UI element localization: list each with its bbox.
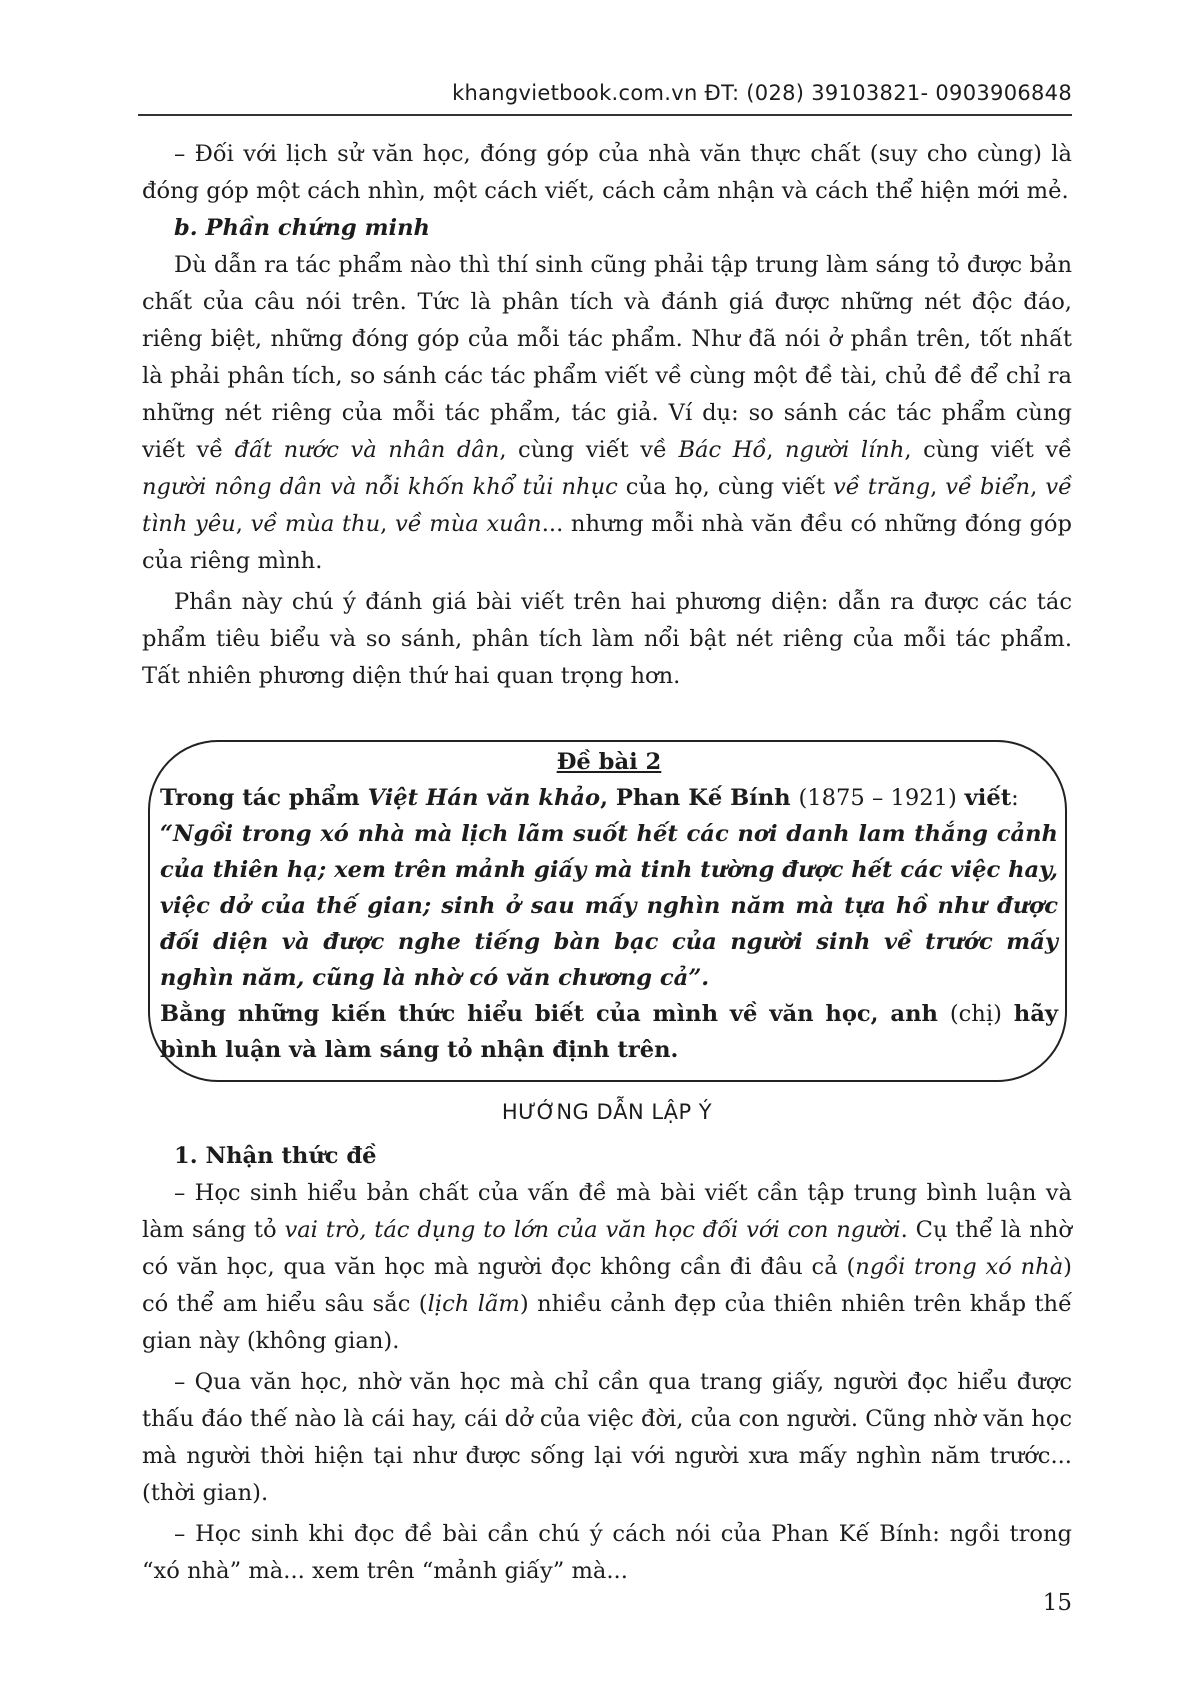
intro-paragraph: – Đối với lịch sử văn học, đóng góp của nhà văn thực chất (suy cho cùng) là đóng góp một cách nhìn, một cách viết, cách cảm nhận và cách thể hiện mới mẻ. <box>142 141 1072 204</box>
page-number: 15 <box>1042 1590 1072 1616</box>
exercise-box <box>160 744 1058 1068</box>
guide-heading-1: 1. Nhận thức đề <box>174 1143 377 1169</box>
guide-paragraph-3: – Học sinh khi đọc đề bài cần chú ý cách nói của Phan Kế Bính: ngồi trong “xó nhà” mà... xem trên “mảnh giấy” mà... <box>142 1521 1072 1584</box>
guide-paragraph-1: – Học sinh hiểu bản chất của vấn đề mà bài viết cần tập trung bình luận và làm sáng tỏ vai trò, tác dụng to lớn của văn học đối với con người. Cụ thể là nhờ có văn học, qua văn học mà người đọc không cần đi đâu cả (ngồi trong xó nhà) có thể am hiểu sâu sắc (lịch lãm) nhiều cảnh đẹp của thiên nhiên trên khắp thế gian này (không gian). <box>142 1180 1072 1354</box>
exercise-title: Đề bài 2 <box>556 749 662 775</box>
upper-body <box>142 136 1072 695</box>
page-header <box>138 76 1072 116</box>
guide-paragraph-2: – Qua văn học, nhờ văn học mà chỉ cần qua trang giấy, người đọc hiểu được thấu đáo thế nào là cái hay, cái dở của việc đời, của con người. Cũng nhờ văn học mà người thời hiện tại như được sống lại với người xưa mấy nghìn năm trước... (thời gian). <box>142 1369 1072 1506</box>
exercise-intro: Trong tác phẩm Việt Hán văn khảo, Phan Kế Bính (1875 – 1921) viết: <box>160 785 1019 811</box>
lower-body <box>142 1138 1072 1590</box>
proof-paragraph-2: Phần này chú ý đánh giá bài viết trên hai phương diện: dẫn ra được các tác phẩm tiêu biểu và so sánh, phân tích làm nổi bật nét riêng của mỗi tác phẩm. Tất nhiên phương diện thứ hai quan trọng hơn. <box>142 589 1072 689</box>
guide-title: HƯỚNG DẪN LẬP Ý <box>501 1100 713 1124</box>
exercise-quote: “Ngồi trong xó nhà mà lịch lãm suốt hết các nơi danh lam thắng cảnh của thiên hạ; xem trên mảnh giấy mà tinh tường được hết các việc hay, việc dở của thế gian; sinh ở sau mấy nghìn năm mà tựa hồ như được đối diện và được nghe tiếng bàn bạc của người sinh về trước mấy nghìn năm, cũng là nhờ có văn chương cả”. <box>160 821 1058 991</box>
header-contact: khangvietbook.com.vn ĐT: (028) 39103821- 0903906848 <box>452 81 1072 105</box>
proof-heading: b. Phần chứng minh <box>174 215 430 241</box>
proof-paragraph-1: Dù dẫn ra tác phẩm nào thì thí sinh cũng phải tập trung làm sáng tỏ được bản chất của câu nói trên. Tức là phân tích và đánh giá được những nét độc đáo, riêng biệt, những đóng góp của mỗi tác phẩm. Như đã nói ở phần trên, tốt nhất là phải phân tích, so sánh các tác phẩm viết về cùng một đề tài, chủ đề để chỉ ra những nét riêng của mỗi tác phẩm, tác giả. Ví dụ: so sánh các tác phẩm cùng viết về đất nước và nhân dân, cùng viết về Bác Hồ, người lính, cùng viết về người nông dân và nỗi khốn khổ tủi nhục của họ, cùng viết về trăng, về biển, về tình yêu, về mùa thu, về mùa xuân... nhưng mỗi nhà văn đều có những đóng góp của riêng mình. <box>142 252 1072 574</box>
exercise-task: Bằng những kiến thức hiểu biết của mình về văn học, anh (chị) hãy bình luận và làm sáng tỏ nhận định trên. <box>160 1001 1058 1063</box>
